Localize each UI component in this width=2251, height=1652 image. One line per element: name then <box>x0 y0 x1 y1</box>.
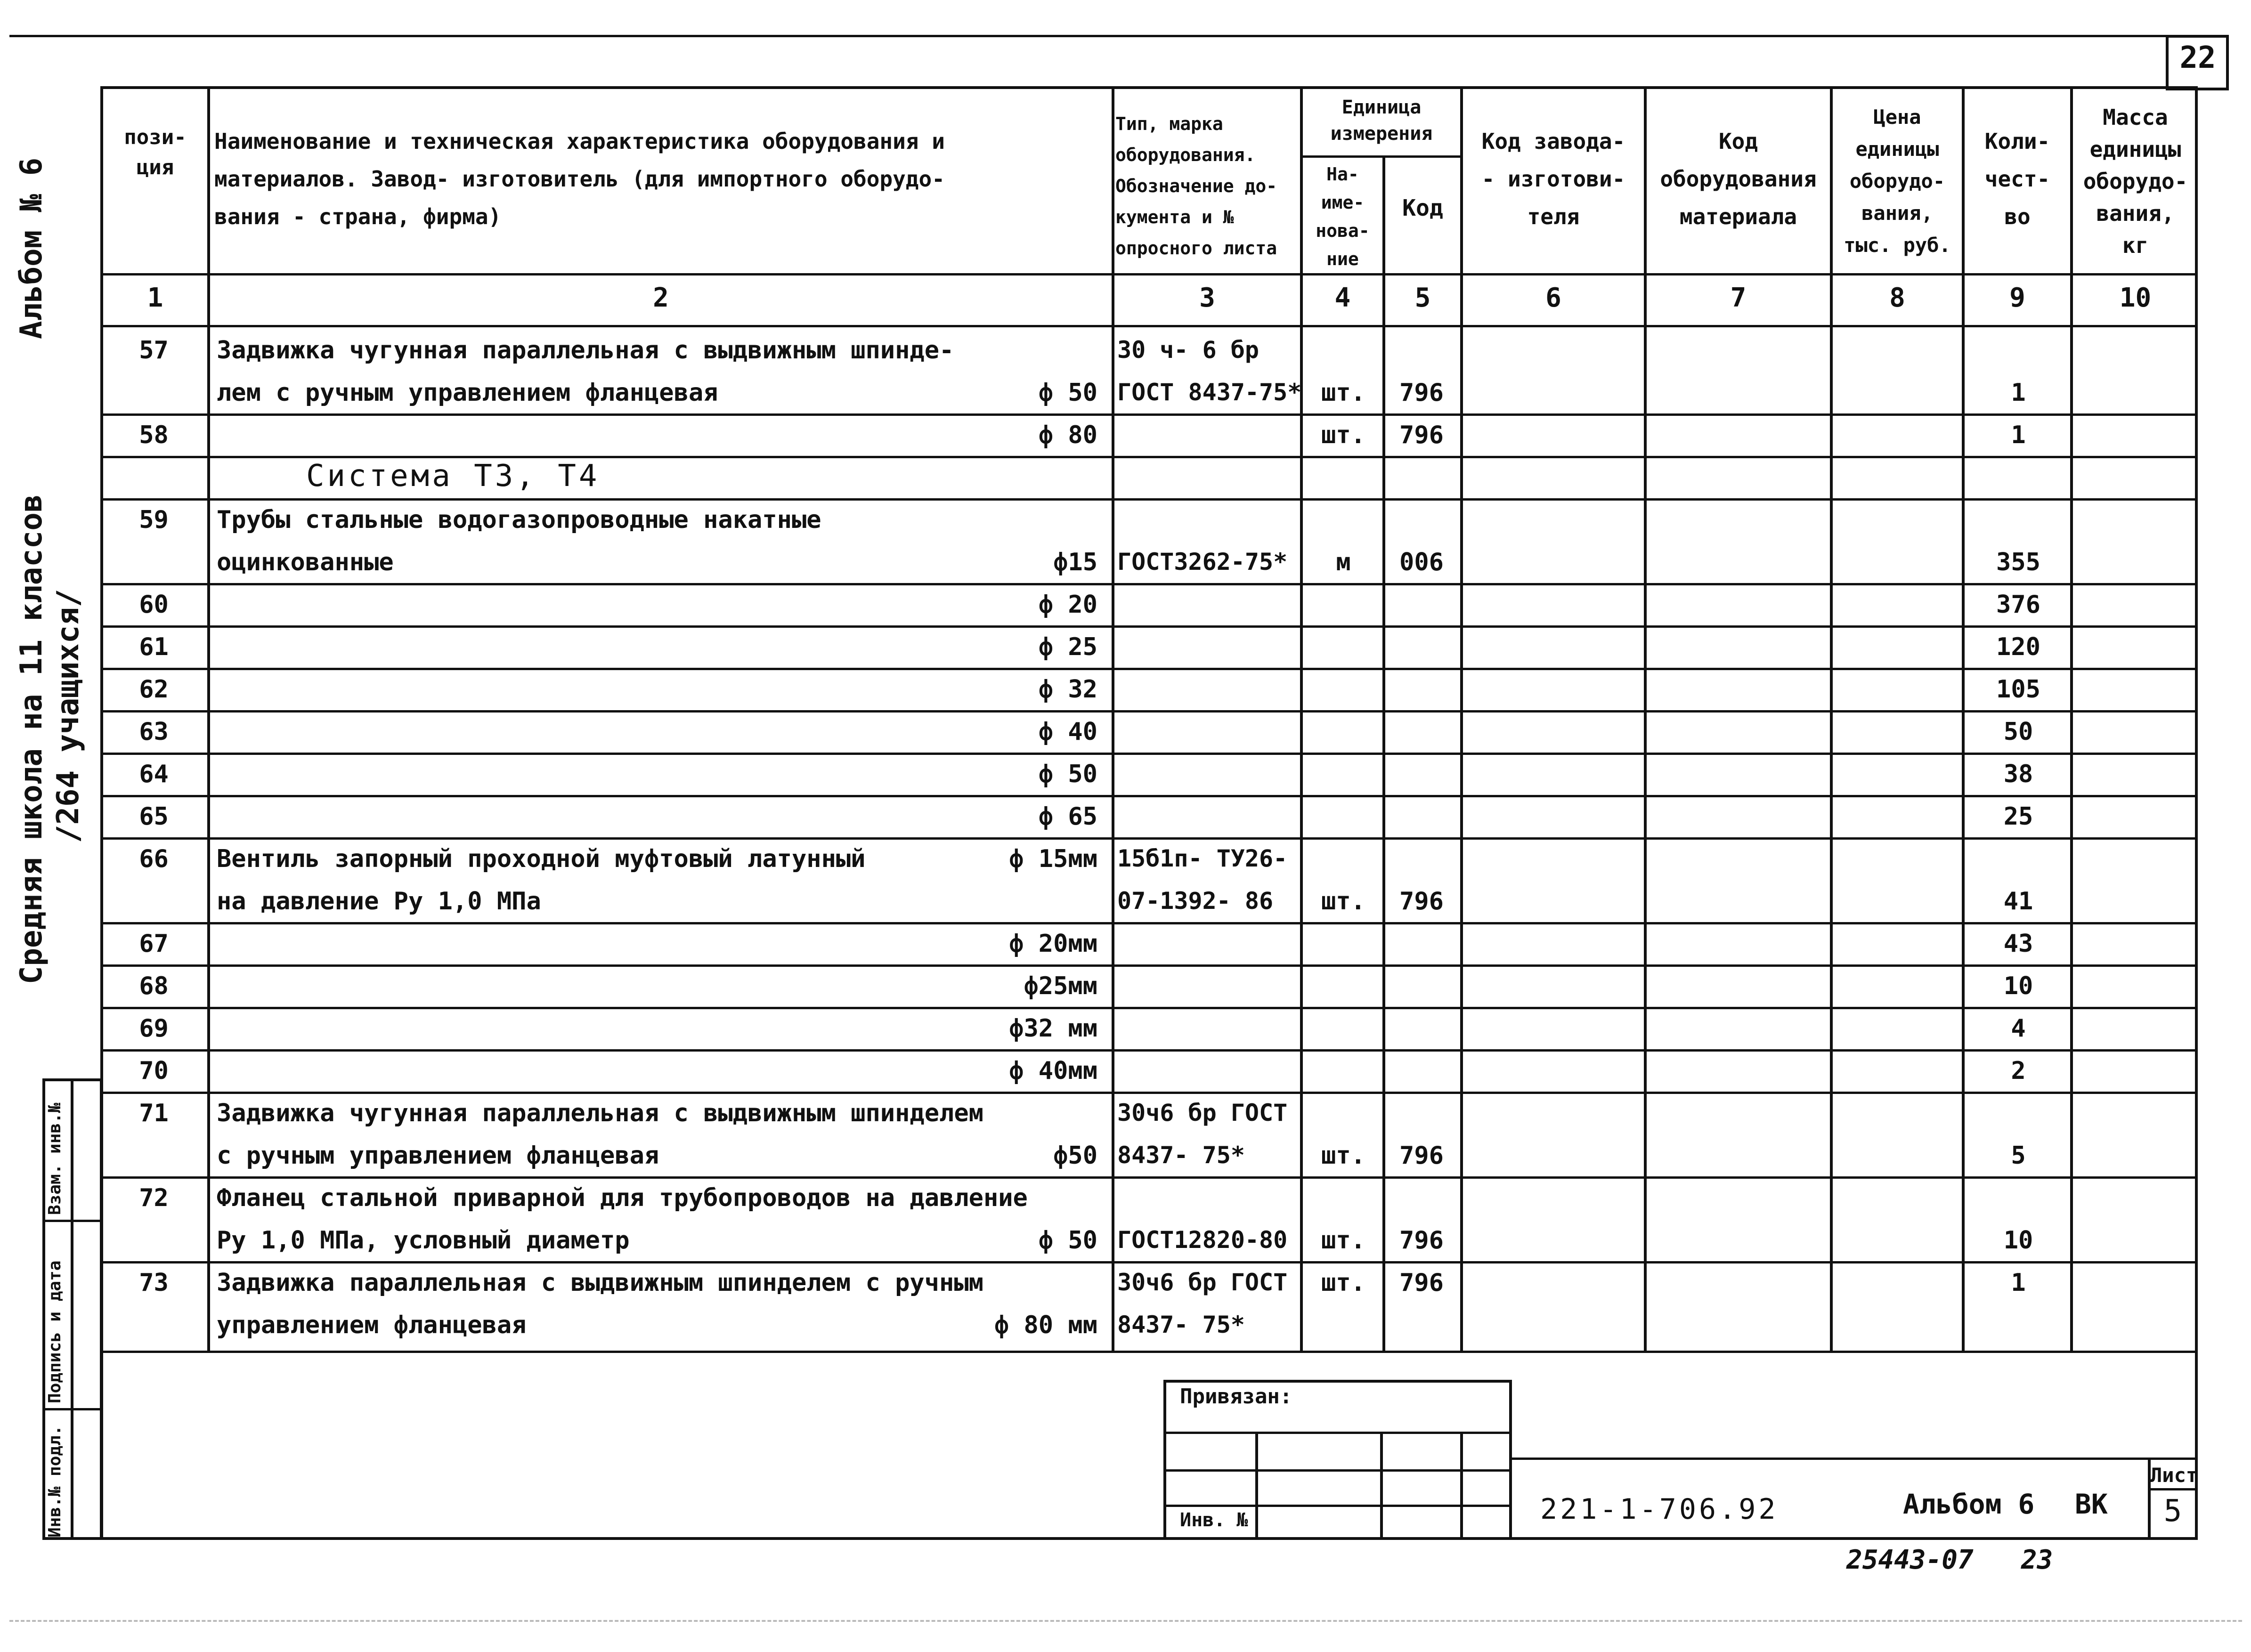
table-row <box>0 457 2251 499</box>
title-block-top <box>1512 1458 2198 1460</box>
colnum: 10 <box>2119 283 2152 313</box>
row-name: лем с ручным управлением фланцевая <box>217 379 718 407</box>
colnum: 8 <box>1889 283 1905 313</box>
header-factory-code: Код завода- - изготови- теля <box>1481 129 1625 229</box>
row-name: Задвижка чугунная параллельная с выдвижным шпинде- <box>217 336 954 364</box>
album-label: Альбом 6 <box>1903 1488 2035 1520</box>
row-name: управлением фланцевая <box>217 1311 527 1339</box>
colnum: 7 <box>1730 283 1747 313</box>
sheet-label: Лист <box>2150 1464 2198 1487</box>
stamp-line <box>1163 1469 1512 1472</box>
row-type: 8437- 75* <box>1117 1311 1245 1338</box>
row-type: 8437- 75* <box>1117 1142 1245 1169</box>
row-name: на давление Ру 1,0 МПа <box>217 887 541 915</box>
header-quantity: Коли- чест- во <box>1984 129 2050 229</box>
table-row <box>0 923 2251 965</box>
row-code: 796 <box>1399 379 1444 407</box>
row-type: 07-1392- 86 <box>1117 887 1274 915</box>
table-row <box>0 626 2251 669</box>
row-quantity: 10 <box>2003 1226 2033 1255</box>
table-row <box>0 542 2251 584</box>
row-position: 70 <box>139 1057 169 1085</box>
colnum: 6 <box>1545 283 1561 313</box>
row-position: 63 <box>139 718 169 746</box>
row-code: 796 <box>1399 1269 1444 1297</box>
row-quantity: 1 <box>2011 421 2026 449</box>
row-quantity: 4 <box>2011 1014 2026 1043</box>
colnum: 5 <box>1414 283 1431 313</box>
side-title-line2: /264 учащихся/ <box>51 589 86 843</box>
row-unit: шт. <box>1321 379 1365 407</box>
row-diameter: ф 50 <box>1038 1226 1097 1255</box>
row-name: Трубы стальные водогазопроводные накатные <box>217 506 821 534</box>
row-quantity: 25 <box>2003 802 2033 831</box>
row-position: 62 <box>139 675 169 704</box>
row-name: Вентиль запорный проходной муфтовый латунный <box>217 845 866 873</box>
stamp-line <box>1163 1505 1512 1507</box>
header-unit-mass: Масса единицы оборудо- вания, кг <box>2083 105 2188 258</box>
row-line <box>100 1351 2198 1353</box>
table-row <box>0 669 2251 711</box>
row-quantity: 105 <box>1996 675 2040 704</box>
row-quantity: 43 <box>2003 930 2033 958</box>
row-quantity: 10 <box>2003 972 2033 1000</box>
row-diameter: ф 20 <box>1038 591 1097 619</box>
row-diameter: ф 40мм <box>1009 1057 1097 1085</box>
colnum: 9 <box>2009 283 2025 313</box>
top-border <box>9 35 2167 37</box>
row-code: 796 <box>1399 1142 1444 1170</box>
row-position: 61 <box>139 633 169 661</box>
row-position: 73 <box>139 1269 169 1297</box>
row-unit: шт. <box>1321 887 1365 915</box>
row-quantity: 120 <box>1996 633 2040 661</box>
row-code: 006 <box>1399 548 1444 576</box>
table-row <box>0 753 2251 796</box>
row-code: 796 <box>1399 887 1444 915</box>
row-diameter: ф 65 <box>1038 802 1097 831</box>
header-name: Наименование и техническая характеристика оборудования и материалов. Завод- изготовитель (для импортного оборудо- вания - страна, фирма) <box>214 129 945 229</box>
row-diameter: ф 25 <box>1038 633 1097 661</box>
row-diameter: ф50 <box>1053 1142 1097 1170</box>
table-row <box>0 1177 2251 1220</box>
row-position: 71 <box>139 1099 169 1127</box>
colnum-bottom-line <box>100 325 2198 327</box>
row-position: 65 <box>139 802 169 831</box>
row-unit: м <box>1336 548 1351 576</box>
sheet-line <box>2148 1488 2198 1490</box>
stamp-inv-podl: Инв.№ подл. <box>45 1425 65 1538</box>
row-code: 796 <box>1399 1226 1444 1255</box>
page-number: 22 <box>2179 40 2216 75</box>
inv-label: Инв. № <box>1180 1509 1248 1531</box>
row-position: 60 <box>139 591 169 619</box>
row-diameter: ф25мм <box>1024 972 1097 1000</box>
side-title-line1: Средняя школа на 11 классов <box>14 494 49 984</box>
row-diameter: ф 80 мм <box>994 1311 1097 1339</box>
row-quantity: 2 <box>2011 1057 2026 1085</box>
row-quantity: 1 <box>2011 1269 2026 1297</box>
header-unit-group: Единица измерения <box>1330 97 1433 145</box>
row-position: 67 <box>139 930 169 958</box>
row-position: 66 <box>139 845 169 873</box>
row-name: Задвижка параллельная с выдвижным шпинделем с ручным <box>217 1269 983 1297</box>
row-type: 30ч6 бр ГОСТ <box>1117 1269 1288 1296</box>
row-type: ГОСТ12820-80 <box>1117 1226 1288 1254</box>
row-quantity: 376 <box>1996 591 2040 619</box>
table-row <box>0 796 2251 838</box>
row-type: 30 ч- 6 бр <box>1117 336 1260 364</box>
table-row <box>0 414 2251 457</box>
colnum: 4 <box>1334 283 1351 313</box>
row-name: оцинкованные <box>217 548 394 576</box>
table-row <box>0 711 2251 753</box>
table-row <box>0 881 2251 923</box>
row-diameter: ф32 мм <box>1009 1014 1097 1043</box>
table-row <box>0 1262 2251 1304</box>
table-row <box>0 499 2251 542</box>
row-diameter: ф 50 <box>1038 379 1097 407</box>
row-unit: шт. <box>1321 1269 1365 1297</box>
row-quantity: 38 <box>2003 760 2033 788</box>
row-position: 69 <box>139 1014 169 1043</box>
row-diameter: ф15 <box>1053 548 1097 576</box>
section-heading: Система Т3, Т4 <box>306 459 600 494</box>
row-quantity: 41 <box>2003 887 2033 915</box>
row-quantity: 355 <box>1996 548 2040 576</box>
table-row <box>0 372 2251 414</box>
table-row <box>0 1135 2251 1177</box>
row-name: Фланец стальной приварной для трубопроводов на давление <box>217 1184 1028 1212</box>
table-row <box>0 1050 2251 1093</box>
header-unit-price: Цена единицы оборудо- вания, тыс. руб. <box>1844 105 1951 257</box>
row-type: ГОСТ 8437-75* <box>1117 379 1302 406</box>
side-album: Альбом № 6 <box>14 157 49 339</box>
row-position: 57 <box>139 336 169 364</box>
row-position: 72 <box>139 1184 169 1212</box>
row-quantity: 5 <box>2011 1142 2026 1170</box>
row-unit: шт. <box>1321 421 1365 449</box>
header-unit-code: Код <box>1402 195 1443 221</box>
row-quantity: 1 <box>2011 379 2026 407</box>
row-position: 64 <box>139 760 169 788</box>
header-type: Тип, марка оборудования. Обозначение до- кумента и № опросного листа <box>1115 113 1277 259</box>
stamp-col <box>1255 1432 1258 1540</box>
unit-group-line <box>1300 155 1460 158</box>
row-name: с ручным управлением фланцевая <box>217 1142 659 1170</box>
document-code: 221-1-706.92 <box>1540 1493 1779 1526</box>
stamp-col <box>1380 1432 1383 1540</box>
row-position: 68 <box>139 972 169 1000</box>
row-type: ГОСТ3262-75* <box>1117 548 1288 575</box>
stamp-col <box>1460 1432 1463 1540</box>
footer-note: 25443-07 23 <box>1846 1545 2053 1575</box>
row-diameter: ф 32 <box>1038 675 1097 704</box>
bottom-trim-line <box>9 1620 2242 1622</box>
colnum: 3 <box>1199 283 1215 313</box>
table-row <box>0 1220 2251 1262</box>
colnum: 2 <box>653 283 669 313</box>
row-unit: шт. <box>1321 1226 1365 1255</box>
row-diameter: ф 15мм <box>1009 845 1097 873</box>
stamp-vzam-inv: Взам. инв.№ <box>45 1102 65 1215</box>
row-position: 59 <box>139 506 169 534</box>
stamp-row-line <box>42 1408 103 1410</box>
table-row <box>0 965 2251 1008</box>
table-row <box>0 584 2251 626</box>
row-code: 796 <box>1399 421 1444 449</box>
row-type: 30ч6 бр ГОСТ <box>1117 1099 1288 1126</box>
sheet-number: 5 <box>2163 1494 2182 1529</box>
stamp-signature-date: Подпись и дата <box>45 1260 65 1403</box>
stamp-line <box>1163 1432 1512 1434</box>
attached-label: Привязан: <box>1180 1385 1292 1409</box>
table-row <box>0 1008 2251 1050</box>
row-diameter: ф 80 <box>1038 421 1097 449</box>
header-position: пози- ция <box>124 125 187 179</box>
row-position: 58 <box>139 421 169 449</box>
row-diameter: ф 50 <box>1038 760 1097 788</box>
header-unit-name: На- име- нова- ние <box>1316 164 1370 269</box>
row-type: 15б1п- ТУ26- <box>1117 845 1288 872</box>
row-diameter: ф 20мм <box>1009 930 1097 958</box>
row-name: Задвижка чугунная параллельная с выдвижным шпинделем <box>217 1099 983 1127</box>
table-row <box>0 330 2251 372</box>
row-diameter: ф 40 <box>1038 718 1097 746</box>
header-equipment-code: Код оборудования материала <box>1660 129 1817 229</box>
row-quantity: 50 <box>2003 718 2033 746</box>
section-label: ВК <box>2075 1488 2108 1520</box>
row-name: Ру 1,0 МПа, условный диаметр <box>217 1226 630 1255</box>
table-row <box>0 1093 2251 1135</box>
table-row <box>0 1304 2251 1347</box>
row-unit: шт. <box>1321 1142 1365 1170</box>
colnum: 1 <box>147 283 163 313</box>
table-row <box>0 838 2251 881</box>
header-bottom-line <box>100 273 2198 275</box>
